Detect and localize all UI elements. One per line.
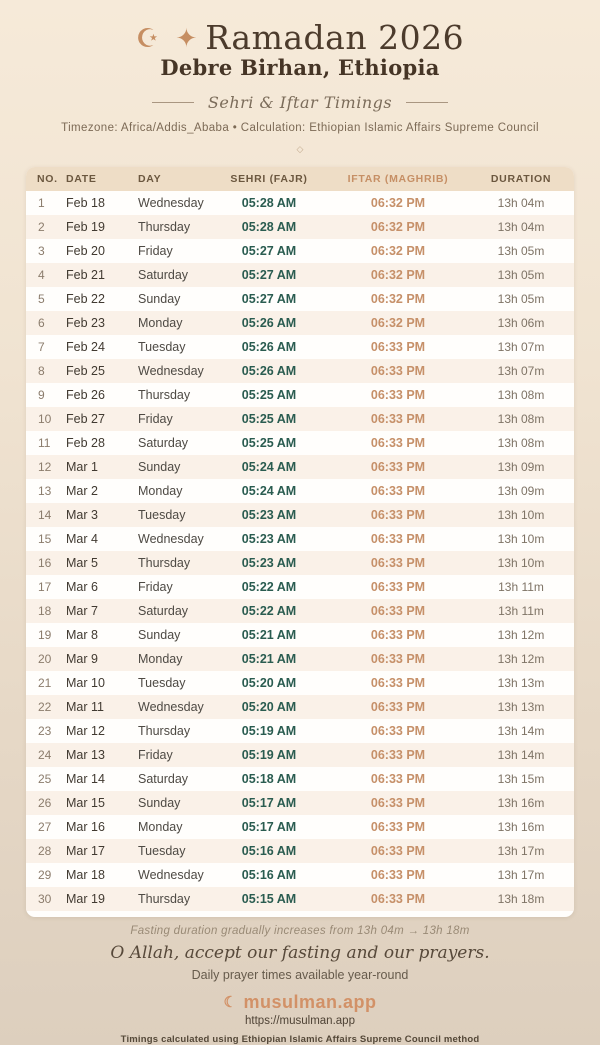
- cell-sehri: 05:22 AM: [241, 580, 297, 595]
- cell-no: 10: [26, 407, 62, 431]
- cell-sehri: 05:25 AM: [210, 407, 328, 431]
- cell-day: Sunday: [134, 455, 210, 479]
- cell-date: Feb 27: [62, 407, 134, 431]
- cell-iftar: 06:32 PM: [328, 311, 468, 335]
- col-header-date: DATE: [62, 167, 134, 191]
- cell-date: Feb 25: [62, 359, 134, 383]
- brand-url: https://musulman.app: [245, 1015, 355, 1028]
- cell-no: 14: [26, 503, 62, 527]
- cell-sehri: 05:27 AM: [241, 292, 297, 307]
- cell-day: Monday: [138, 820, 183, 835]
- cell-sehri: 05:17 AM: [241, 820, 297, 835]
- cell-sehri: 05:22 AM: [210, 599, 328, 623]
- cell-date: Mar 19: [62, 887, 134, 911]
- cell-sehri: 05:26 AM: [241, 340, 297, 355]
- cell-day: Saturday: [138, 772, 189, 787]
- cell-iftar: 06:33 PM: [328, 695, 468, 719]
- cell-duration: 13h 16m: [468, 791, 574, 815]
- cell-day: Monday: [134, 647, 210, 671]
- cell-duration: 13h 17m: [468, 839, 574, 863]
- cell-date: Mar 9: [62, 647, 134, 671]
- col-header-iftar: IFTAR (MAGHRIB): [328, 167, 468, 191]
- availability-note: Daily prayer times available year-round: [191, 968, 409, 983]
- col-header-day: DAY: [134, 167, 210, 191]
- timetable-row: [26, 455, 574, 479]
- cell-sehri: 05:25 AM: [241, 388, 297, 403]
- cell-iftar: 06:33 PM: [328, 647, 468, 671]
- col-header-duration: DURATION: [468, 167, 574, 191]
- cell-duration: 13h 13m: [497, 676, 545, 691]
- cell-iftar: 06:33 PM: [370, 772, 426, 787]
- timezone-calculation-meta: Timezone: Africa/Addis_Ababa • Calculation: Ethiopian Islamic Affairs Supreme Council: [61, 122, 539, 135]
- timetable-row: [26, 407, 574, 431]
- cell-no: 9: [38, 388, 45, 403]
- cell-iftar: 06:33 PM: [370, 436, 426, 451]
- cell-no: 27: [38, 820, 52, 835]
- duration-increase-note: Fasting duration gradually increases from 13h 04m → 13h 18m: [130, 925, 470, 938]
- cell-no: 17: [38, 580, 52, 595]
- crescent-icon: ☾: [223, 994, 238, 1012]
- cell-iftar: 06:33 PM: [370, 628, 426, 643]
- cell-iftar: 06:33 PM: [370, 868, 426, 883]
- cell-day: Friday: [138, 244, 173, 259]
- timetable-row: [26, 239, 574, 263]
- cell-date: Mar 5: [62, 551, 134, 575]
- cell-duration: 13h 07m: [497, 340, 545, 355]
- timetable-row: [26, 695, 574, 719]
- cell-no: 11: [38, 436, 51, 451]
- divider-left: [152, 102, 194, 103]
- timetable: [26, 167, 574, 911]
- cell-iftar: 06:33 PM: [328, 503, 468, 527]
- cell-iftar: 06:33 PM: [328, 743, 468, 767]
- cell-duration: 13h 09m: [468, 455, 574, 479]
- cell-date: Feb 23: [62, 311, 134, 335]
- timetable-body: [26, 191, 574, 911]
- cell-date: Mar 10: [66, 676, 105, 691]
- cell-duration: 13h 07m: [468, 359, 574, 383]
- cell-duration: 13h 12m: [468, 647, 574, 671]
- cell-date: Mar 17: [62, 839, 134, 863]
- cell-duration: 13h 08m: [468, 407, 574, 431]
- cell-day: Friday: [138, 580, 173, 595]
- cell-duration: 13h 05m: [497, 244, 545, 259]
- cell-sehri: 05:26 AM: [210, 359, 328, 383]
- cell-day: Wednesday: [138, 532, 204, 547]
- crescent-star-icon: ☪: [135, 24, 164, 54]
- cell-no: 25: [38, 772, 52, 787]
- cell-date: Feb 26: [66, 388, 105, 403]
- cell-date: Feb 20: [66, 244, 105, 259]
- cell-sehri: 05:20 AM: [241, 676, 297, 691]
- cell-duration: 13h 17m: [497, 868, 545, 883]
- timetable-row: [26, 839, 574, 863]
- cell-sehri: 05:27 AM: [210, 263, 328, 287]
- cell-day: Sunday: [138, 628, 181, 643]
- cell-sehri: 05:16 AM: [210, 839, 328, 863]
- cell-date: Feb 28: [66, 436, 105, 451]
- cell-no: 7: [38, 340, 45, 355]
- cell-iftar: 06:32 PM: [370, 292, 426, 307]
- cell-no: 16: [26, 551, 62, 575]
- cell-sehri: 05:28 AM: [210, 215, 328, 239]
- timetable-row: [26, 575, 574, 599]
- cell-duration: 13h 05m: [468, 263, 574, 287]
- cell-no: 18: [26, 599, 62, 623]
- cell-date: Mar 3: [62, 503, 134, 527]
- cell-duration: 13h 10m: [497, 532, 545, 547]
- cell-day: Thursday: [138, 388, 191, 403]
- cell-day: Thursday: [134, 551, 210, 575]
- tagline-row: [0, 93, 600, 112]
- cell-duration: 13h 16m: [497, 820, 545, 835]
- cell-date: Mar 4: [66, 532, 98, 547]
- timetable-row: [26, 383, 574, 407]
- cell-day: Saturday: [134, 263, 210, 287]
- cell-sehri: 05:28 AM: [241, 196, 297, 211]
- timetable-header: [26, 167, 574, 191]
- timetable-row: [26, 479, 574, 503]
- cell-sehri: 05:24 AM: [241, 484, 297, 499]
- cell-duration: 13h 15m: [497, 772, 545, 787]
- cell-day: Wednesday: [138, 868, 204, 883]
- cell-sehri: 05:24 AM: [210, 455, 328, 479]
- cell-sehri: 05:17 AM: [210, 791, 328, 815]
- cell-iftar: 06:33 PM: [370, 340, 426, 355]
- cell-no: 3: [38, 244, 45, 259]
- sparkle-icon: ✦: [175, 24, 202, 54]
- cell-date: Mar 2: [66, 484, 98, 499]
- cell-date: Mar 16: [66, 820, 105, 835]
- timetable-row: [26, 359, 574, 383]
- cell-iftar: 06:33 PM: [370, 676, 426, 691]
- cell-date: Mar 13: [62, 743, 134, 767]
- timetable-row: [26, 311, 574, 335]
- cell-no: 13: [38, 484, 52, 499]
- timetable-row: [26, 623, 574, 647]
- cell-sehri: 05:21 AM: [241, 628, 297, 643]
- cell-sehri: 05:26 AM: [210, 311, 328, 335]
- cell-no: 30: [26, 887, 62, 911]
- cell-date: Mar 8: [66, 628, 98, 643]
- cell-date: Mar 18: [66, 868, 105, 883]
- cell-date: Mar 7: [62, 599, 134, 623]
- cell-no: 12: [26, 455, 62, 479]
- cell-iftar: 06:33 PM: [370, 580, 426, 595]
- header: [0, 0, 600, 155]
- cell-day: Saturday: [134, 599, 210, 623]
- cell-sehri: 05:23 AM: [210, 503, 328, 527]
- cell-day: Tuesday: [134, 839, 210, 863]
- cell-no: 2: [26, 215, 62, 239]
- cell-iftar: 06:33 PM: [328, 359, 468, 383]
- cell-no: 21: [38, 676, 52, 691]
- cell-duration: 13h 13m: [468, 695, 574, 719]
- cell-day: Thursday: [134, 887, 210, 911]
- cell-duration: 13h 08m: [497, 388, 545, 403]
- cell-iftar: 06:33 PM: [328, 599, 468, 623]
- cell-iftar: 06:33 PM: [328, 551, 468, 575]
- brand-logo: [0, 992, 600, 1013]
- cell-no: 6: [26, 311, 62, 335]
- cell-iftar: 06:33 PM: [328, 791, 468, 815]
- timetable-row: [26, 191, 574, 215]
- cell-date: Feb 21: [62, 263, 134, 287]
- timetable-row: [26, 527, 574, 551]
- location-subtitle: Debre Birhan, Ethiopia: [160, 55, 440, 81]
- cell-date: Feb 19: [62, 215, 134, 239]
- timetable-row: [26, 431, 574, 455]
- cell-sehri: 05:27 AM: [241, 244, 297, 259]
- cell-duration: 13h 14m: [468, 743, 574, 767]
- cell-no: 28: [26, 839, 62, 863]
- timetable-row: [26, 551, 574, 575]
- cell-sehri: 05:23 AM: [241, 532, 297, 547]
- cell-no: 1: [38, 196, 45, 211]
- cell-day: Wednesday: [138, 196, 204, 211]
- cell-iftar: 06:33 PM: [370, 820, 426, 835]
- cell-day: Tuesday: [138, 676, 186, 691]
- cell-day: Monday: [138, 484, 183, 499]
- cell-iftar: 06:33 PM: [328, 887, 468, 911]
- cell-date: Feb 24: [66, 340, 105, 355]
- cell-day: Sunday: [138, 292, 181, 307]
- cell-day: Friday: [134, 743, 210, 767]
- cell-duration: 13h 05m: [497, 292, 545, 307]
- cell-no: 26: [26, 791, 62, 815]
- timetable-row: [26, 719, 574, 743]
- cell-iftar: 06:33 PM: [370, 532, 426, 547]
- cell-day: Tuesday: [134, 503, 210, 527]
- cell-duration: 13h 11m: [498, 580, 544, 595]
- cell-duration: 13h 18m: [468, 887, 574, 911]
- cell-duration: 13h 10m: [468, 551, 574, 575]
- cell-sehri: 05:18 AM: [241, 772, 297, 787]
- cell-sehri: 05:25 AM: [241, 436, 297, 451]
- col-header-no: NO.: [26, 167, 62, 191]
- timetable-row: [26, 503, 574, 527]
- timetable-row: [26, 863, 574, 887]
- cell-sehri: 05:23 AM: [210, 551, 328, 575]
- cell-no: 23: [38, 724, 52, 739]
- cell-no: 20: [26, 647, 62, 671]
- cell-iftar: 06:33 PM: [328, 455, 468, 479]
- divider-right: [406, 102, 448, 103]
- timetable-row: [26, 743, 574, 767]
- cell-iftar: 06:33 PM: [370, 724, 426, 739]
- cell-iftar: 06:33 PM: [328, 839, 468, 863]
- cell-no: 24: [26, 743, 62, 767]
- cell-day: Thursday: [134, 215, 210, 239]
- cell-sehri: 05:21 AM: [210, 647, 328, 671]
- cell-date: Feb 22: [66, 292, 105, 307]
- timetable-card: [26, 167, 574, 917]
- cell-sehri: 05:20 AM: [210, 695, 328, 719]
- cell-sehri: 05:19 AM: [241, 724, 297, 739]
- cell-duration: 13h 06m: [468, 311, 574, 335]
- cell-duration: 13h 09m: [497, 484, 545, 499]
- cell-no: 22: [26, 695, 62, 719]
- cell-iftar: 06:32 PM: [370, 196, 426, 211]
- cell-day: Saturday: [138, 436, 189, 451]
- timetable-row: [26, 647, 574, 671]
- cell-no: 15: [38, 532, 52, 547]
- cell-duration: 13h 14m: [497, 724, 545, 739]
- cell-no: 19: [38, 628, 52, 643]
- timetable-row: [26, 671, 574, 695]
- tagline: Sehri & Iftar Timings: [207, 93, 393, 113]
- page-title: [0, 20, 600, 56]
- calculation-method-note: Timings calculated using Ethiopian Islamic Affairs Supreme Council method: [120, 1034, 480, 1045]
- cell-sehri: 05:15 AM: [210, 887, 328, 911]
- cell-iftar: 06:32 PM: [328, 263, 468, 287]
- timetable-row: [26, 887, 574, 911]
- cell-date: Mar 12: [66, 724, 105, 739]
- footer: [0, 925, 600, 1045]
- cell-iftar: 06:33 PM: [328, 407, 468, 431]
- cell-duration: 13h 11m: [468, 599, 574, 623]
- cell-day: Sunday: [134, 791, 210, 815]
- cell-iftar: 06:32 PM: [370, 244, 426, 259]
- cell-iftar: 06:32 PM: [328, 215, 468, 239]
- timetable-row: [26, 215, 574, 239]
- timetable-row: [26, 791, 574, 815]
- timetable-row: [26, 287, 574, 311]
- cell-date: Mar 6: [66, 580, 98, 595]
- cell-sehri: 05:19 AM: [210, 743, 328, 767]
- cell-no: 5: [38, 292, 45, 307]
- cell-date: Feb 18: [66, 196, 105, 211]
- cell-day: Wednesday: [134, 359, 210, 383]
- cell-day: Thursday: [138, 724, 191, 739]
- cell-no: 4: [26, 263, 62, 287]
- cell-date: Mar 14: [66, 772, 105, 787]
- cell-sehri: 05:16 AM: [241, 868, 297, 883]
- cell-duration: 13h 04m: [468, 215, 574, 239]
- diamond-ornament-icon: ◇: [296, 144, 304, 155]
- cell-day: Monday: [134, 311, 210, 335]
- cell-day: Wednesday: [134, 695, 210, 719]
- cell-no: 8: [26, 359, 62, 383]
- col-header-sehri: SEHRI (FAJR): [210, 167, 328, 191]
- cell-duration: 13h 04m: [497, 196, 545, 211]
- title-text: Ramadan 2026: [205, 18, 465, 57]
- cell-duration: 13h 10m: [468, 503, 574, 527]
- cell-no: 29: [38, 868, 52, 883]
- cell-date: Mar 1: [62, 455, 134, 479]
- cell-duration: 13h 12m: [497, 628, 545, 643]
- cell-iftar: 06:33 PM: [370, 388, 426, 403]
- timetable-row: [26, 815, 574, 839]
- cell-day: Friday: [134, 407, 210, 431]
- cell-date: Mar 11: [62, 695, 134, 719]
- cell-iftar: 06:33 PM: [370, 484, 426, 499]
- cell-date: Mar 15: [62, 791, 134, 815]
- brand-name: musulman.app: [243, 992, 377, 1013]
- cell-day: Tuesday: [138, 340, 186, 355]
- timetable-row: [26, 767, 574, 791]
- dua-quote: O Allah, accept our fasting and our prayers.: [110, 943, 490, 964]
- timetable-row: [26, 599, 574, 623]
- timetable-row: [26, 263, 574, 287]
- timetable-row: [26, 335, 574, 359]
- cell-duration: 13h 08m: [497, 436, 545, 451]
